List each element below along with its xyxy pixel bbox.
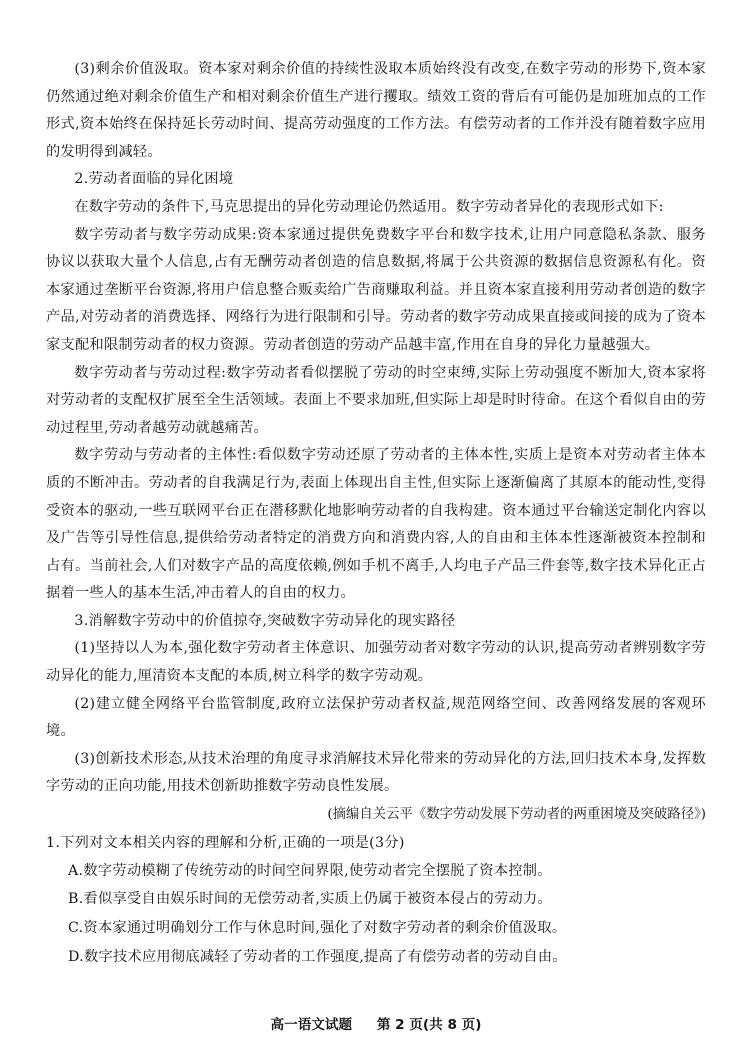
option-b: B.看似享受自由娱乐时间的无偿劳动者,实质上仍属于被资本侵占的劳动力。 — [68, 891, 552, 908]
option-c: C.资本家通过明确划分工作与休息时间,强化了对数字劳动者的剩余价值汲取。 — [68, 920, 567, 937]
article-body — [46, 56, 706, 829]
paragraph-path-2: (2)建立健全网络平台监管制度,政府立法保护劳动者权益,规范网络空间、改善网络发展的客观环境。 — [46, 695, 706, 740]
paragraph-labor-process: 数字劳动者与劳动过程:数字劳动者看似摆脱了劳动的时空束缚,实际上劳动强度不断加大,资本家将对劳动者的支配权扩展至全生活领域。表面上不要求加班,但实际上却是时时待命。在这个看似自由的劳动过程里,劳动者越劳动就越痛苦。 — [46, 364, 706, 436]
footer-title: 高一语文试题 — [270, 1017, 353, 1033]
paragraph-path-3: (3)创新技术形态,从技术治理的角度寻求消解技术异化带来的劳动异化的方法,回归技术本身,发挥数字劳动的正向功能,用技术创新助推数字劳动良性发展。 — [46, 750, 706, 795]
question-1 — [46, 829, 706, 972]
source-citation: (摘编自关云平《数字劳动发展下劳动者的两重困境及突破路径》) — [327, 807, 706, 823]
paragraph-subjectivity: 数字劳动与劳动者的主体性:看似数字劳动还原了劳动者的主体本性,实质上是资本对劳动者主体本质的不断冲击。劳动者的自我满足行为,表面上体现出自主性,但实际上逐渐偏离了其原本的能动性,变得受资本的驱动,一些互联网平台正在潜移默化地影响劳动者的自我构建。资本通过平台输送定制化内容以及广告等引导性信息,提供给劳动者特定的消费方向和消费内容,人的自由和主体本性逐渐被资本控制和占有。当前社会,人们对数字产品的高度依赖,例如手机不离手,人均电子产品三件套等,数字技术异化正占据着一些人的基本生活,冲击着人的自由的权力。 — [46, 447, 706, 602]
section-heading-3: 3.消解数字劳动中的价值掠夺,突破数字劳动异化的现实路径 — [74, 612, 456, 629]
page-footer — [0, 1013, 752, 1033]
paragraph-path-1: (1)坚持以人为本,强化数字劳动者主体意识、加强劳动者对数字劳动的认识,提高劳动者辨别数字劳动异化的能力,厘清资本支配的本质,树立科学的数字劳动观。 — [46, 640, 706, 685]
footer-page-number: 第 2 页(共 8 页) — [376, 1017, 482, 1033]
paragraph-surplus-value: (3)剩余价值汲取。资本家对剩余价值的持续性汲取本质始终没有改变,在数字劳动的形势下,资本家仍然通过绝对剩余价值生产和相对剩余价值生产进行攫取。绩效工资的背后有可能仍是加班加点的工作形式,资本始终在保持延长劳动时间、提高劳动强度的工作方法。有偿劳动者的工作并没有随着数字应用的发明得到减轻。 — [46, 61, 706, 160]
section-heading-2: 2.劳动者面临的异化困境 — [74, 171, 234, 188]
question-stem: 1.下列对文本相关内容的理解和分析,正确的一项是(3分) — [46, 834, 405, 851]
option-a: A.数字劳动模糊了传统劳动的时间空间界限,使劳动者完全摆脱了资本控制。 — [68, 862, 552, 879]
paragraph-labor-results: 数字劳动者与数字劳动成果:资本家通过提供免费数字平台和数字技术,让用户同意隐私条款、服务协议以获取大量个人信息,占有无酬劳动者创造的信息数据,将属于公共资源的数据信息资源私有化。资本家通过垄断平台资源,将用户信息整合贩卖给广告商赚取利益。并且资本家直接利用劳动者创造的数字产品,对劳动者的消费选择、网络行为进行限制和引导。劳动者的数字劳动成果直接或间接的成为了资本家支配和限制劳动者的权力资源。劳动者创造的劳动产品越丰富,作用在自身的异化力量越强大。 — [46, 226, 706, 353]
option-d: D.数字技术应用彻底减轻了劳动者的工作强度,提高了有偿劳动者的劳动自由。 — [68, 948, 567, 965]
paragraph-alienation-intro: 在数字劳动的条件下,马克思提出的异化劳动理论仍然适用。数字劳动者异化的表现形式如下: — [74, 198, 664, 215]
